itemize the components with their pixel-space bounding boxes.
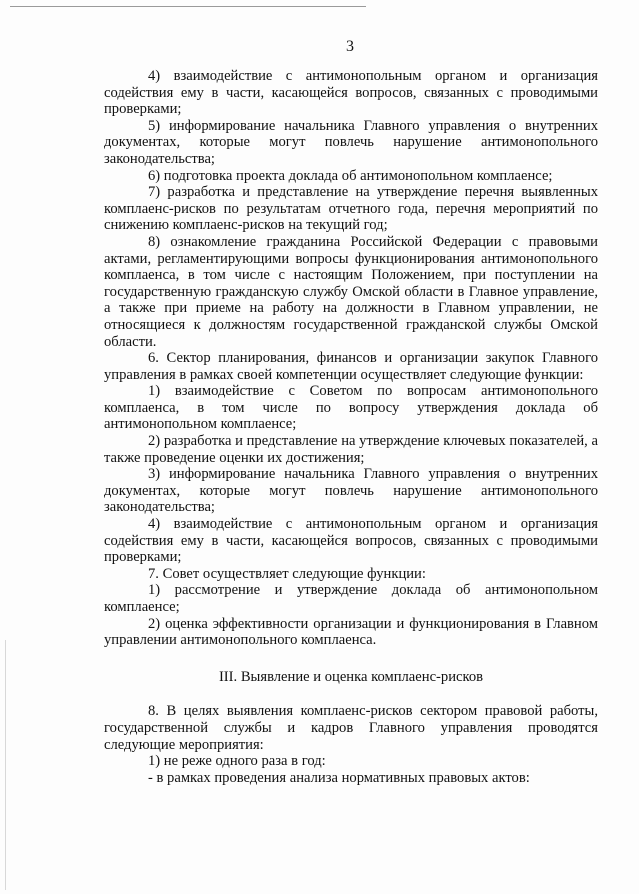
page-number: 3: [346, 38, 354, 55]
paragraph-item-6: 6) подготовка проекта доклада об антимонопольном комплаенсе;: [148, 167, 553, 184]
paragraph-item-4b: 4) взаимодействие с антимонопольным органом и организация содействия ему в части, касающейся вопросов, связанных с проводимыми проверками;: [104, 516, 598, 566]
paragraph-clause-7: 7. Совет осуществляет следующие функции:: [148, 565, 426, 582]
top-rule: [10, 6, 366, 7]
paragraph-clause-8: 8. В целях выявления комплаенс-рисков сектором правовой работы, государственной службы и кадров Главного управления проводятся следующие мероприятия:: [104, 703, 598, 753]
paragraph-item-7: 7) разработка и представление на утверждение перечня выявленных комплаенс-рисков по результатам отчетного года, перечня мероприятий по снижению комплаенс-рисков на текущий год;: [104, 184, 598, 234]
paragraph-item-2: 2) разработка и представление на утверждение ключевых показателей, а также проведение оценки их достижения;: [104, 433, 598, 466]
paragraph-item-1c: 1) не реже одного раза в год:: [148, 753, 326, 770]
document-body: [104, 68, 598, 786]
paragraph-item-5: 5) информирование начальника Главного управления о внутренних документах, которые могут повлечь нарушение антимонопольного законодательства;: [104, 117, 598, 167]
section-heading: III. Выявление и оценка комплаенс-рисков: [218, 668, 484, 685]
scan-edge: [5, 640, 6, 890]
paragraph-item-1b: 1) рассмотрение и утверждение доклада об антимонопольном комплаенсе;: [104, 582, 598, 615]
paragraph-item-2b: 2) оценка эффективности организации и функционирования в Главном управлении антимонопольного комплаенса.: [104, 615, 598, 649]
paragraph-item-1: 1) взаимодействие с Советом по вопросам антимонопольного комплаенса, в том числе по вопросу утверждения доклада об антимонопольном комплаенсе;: [104, 383, 598, 433]
paragraph-item-8: 8) ознакомление гражданина Российской Федерации с правовыми актами, регламентирующими вопросы функционирования антимонопольного комплаенса, в том числе с настоящим Положением, при поступлении на государственную гражданскую службу Омской области в Главное управление, а также при приеме на работу на должности в Главном управлении, не относящиеся к должностям государственной гражданской службы Омской области.: [104, 233, 598, 350]
paragraph-item-3: 3) информирование начальника Главного управления о внутренних документах, которые могут повлечь нарушение антимонопольного законодательства;: [104, 466, 598, 516]
paragraph-dash-item: - в рамках проведения анализа нормативных правовых актов:: [148, 769, 530, 786]
paragraph-item-4: 4) взаимодействие с антимонопольным органом и организация содействия ему в части, касающейся вопросов, связанных с проводимыми проверками;: [104, 68, 598, 118]
paragraph-clause-6: 6. Сектор планирования, финансов и организации закупок Главного управления в рамках своей компетенции осуществляет следующие функции:: [104, 350, 598, 383]
